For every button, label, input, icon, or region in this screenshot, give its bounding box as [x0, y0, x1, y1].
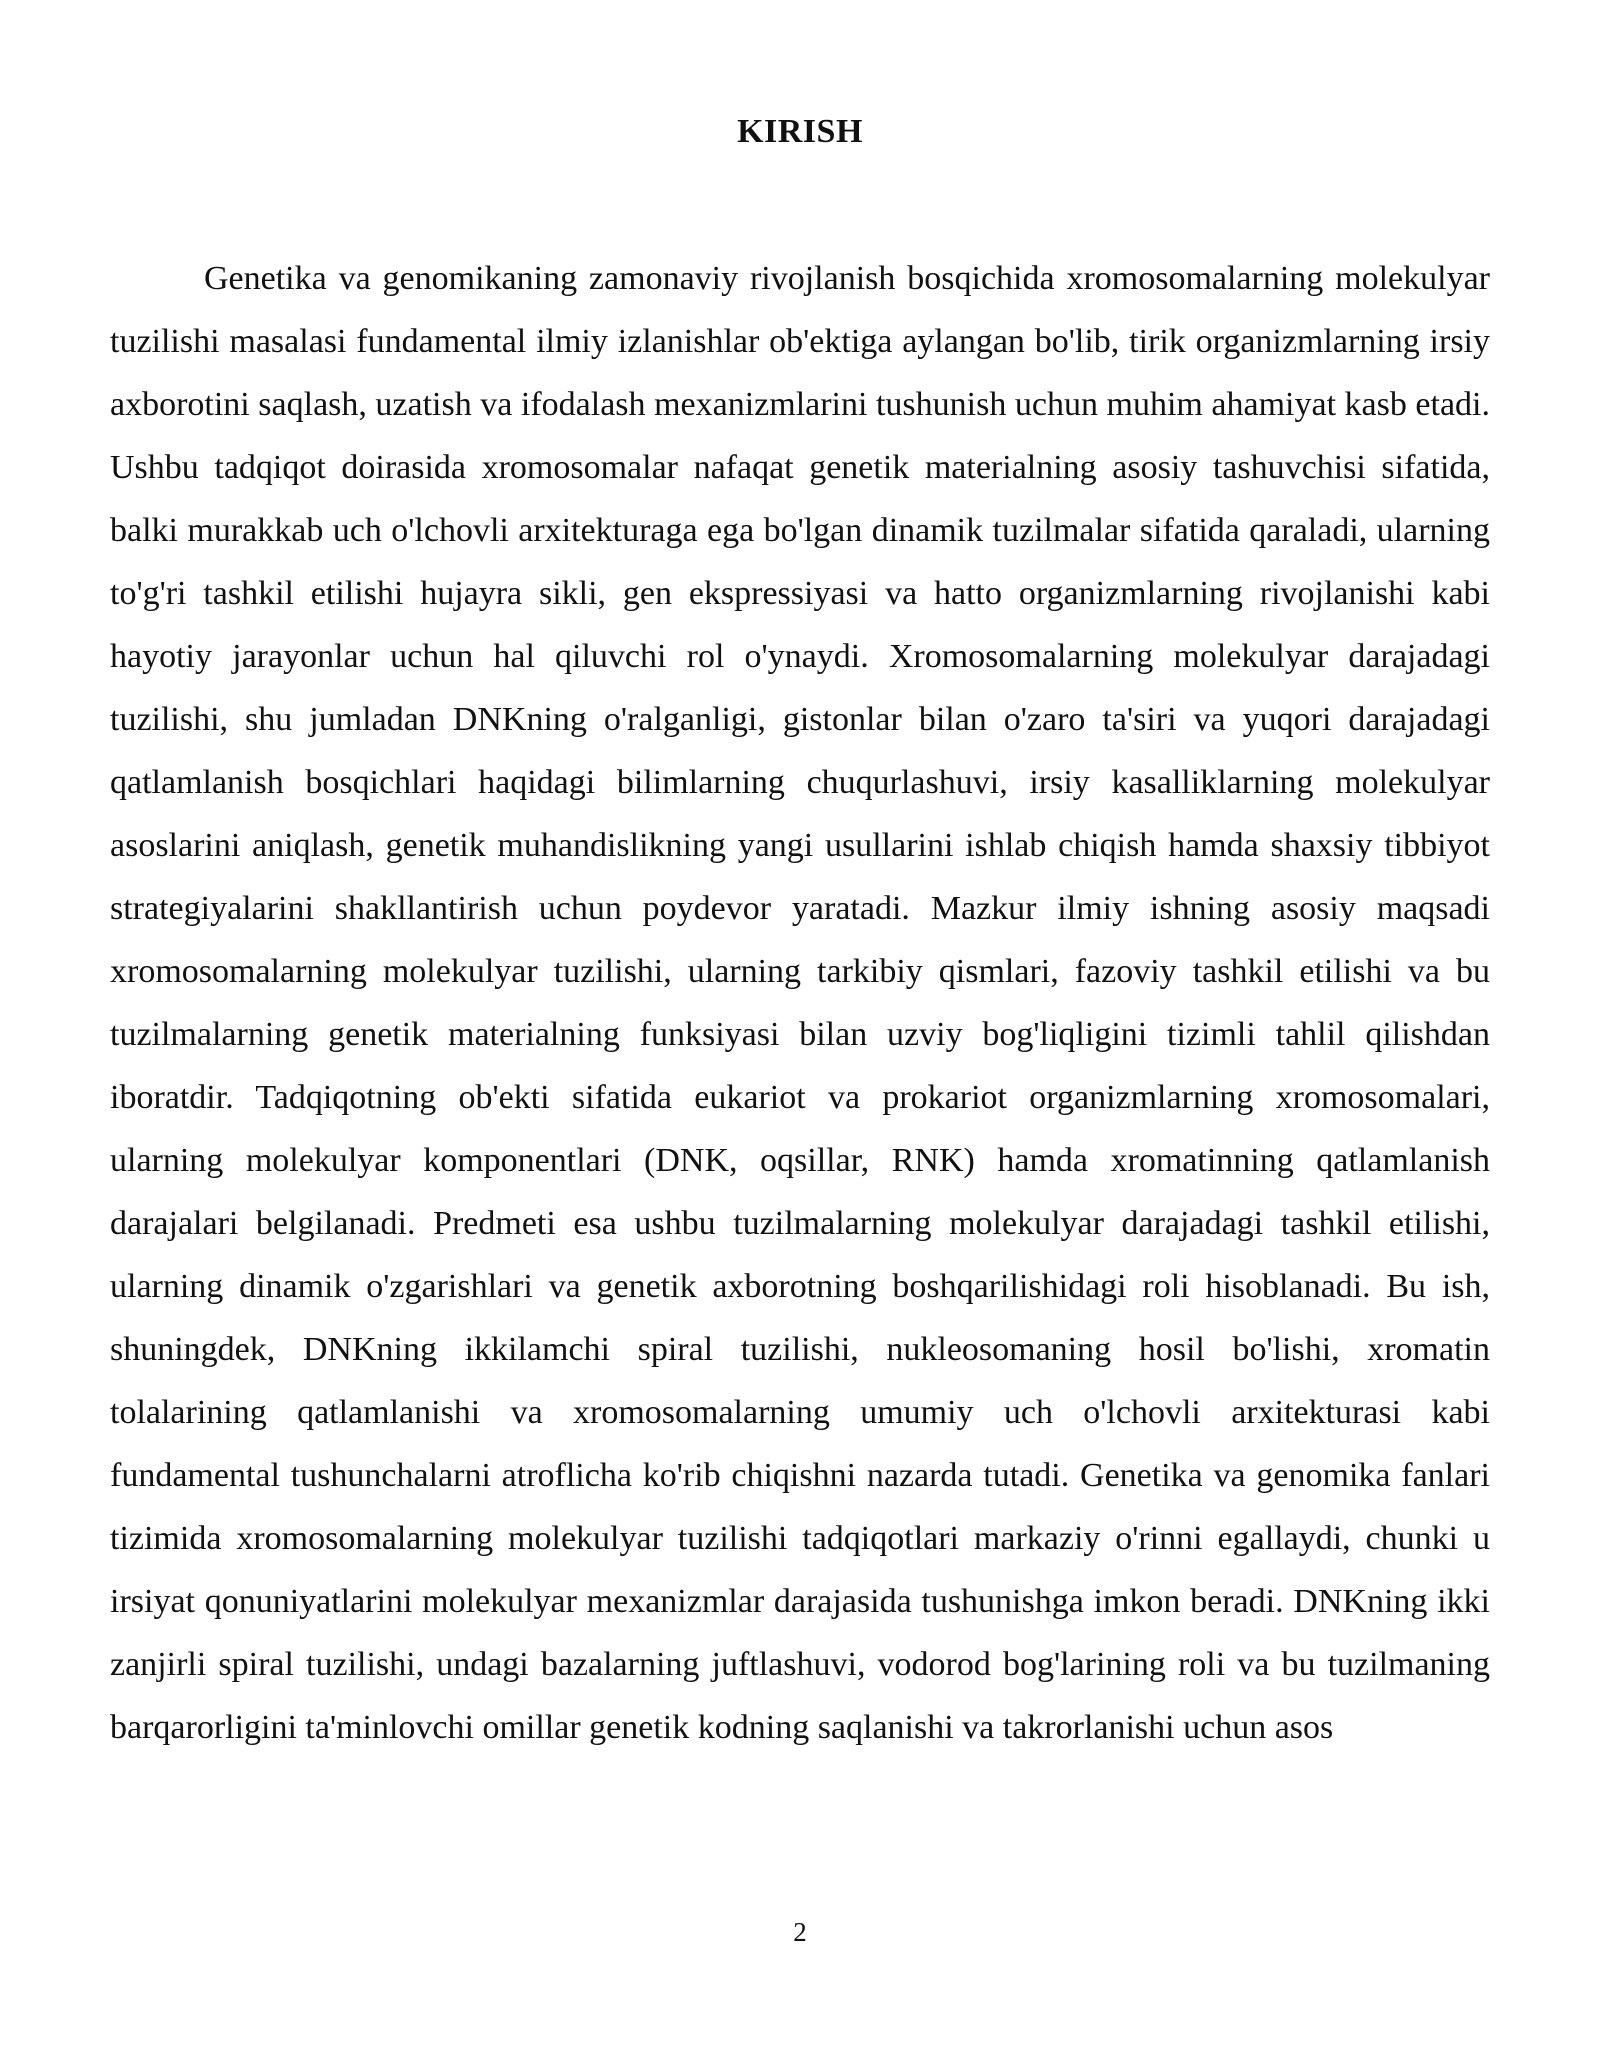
page-title: KIRISH — [737, 113, 863, 150]
body-paragraph: Genetika va genomikaning zamonaviy rivojlanish bosqichida xromosomalarning molekulyar tuzilishi masalasi fundamental ilmiy izlanishlar ob'ektiga aylangan bo'lib, tirik organizmlarning irsiy axborotini saqlash, uzatish va ifodalash mexanizmlarini tushunish uchun muhim ahamiyat kasb etadi. Ushbu tadqiqot doirasida xromosomalar nafaqat genetik materialning asosiy tashuvchisi sifatida, balki murakkab uch o'lchovli arxitekturaga ega bo'lgan dinamik tuzilmalar sifatida qaraladi, ularning to'g'ri tashkil etilishi hujayra sikli, gen ekspressiyasi va hatto organizmlarning rivojlanishi kabi hayotiy jarayonlar uchun hal qiluvchi rol o'ynaydi. Xromosomalarning molekulyar darajadagi tuzilishi, shu jumladan DNKning o'ralganligi, gistonlar bilan o'zaro ta'siri va yuqori darajadagi qatlamlanish bosqichlari haqidagi bilimlarning chuqurlashuvi, irsiy kasalliklarning molekulyar asoslarini aniqlash, genetik muhandislikning yangi usullarini ishlab chiqish hamda shaxsiy tibbiyot strategiyalarini shakllantirish uchun poydevor yaratadi. Mazkur ilmiy ishning asosiy maqsadi xromosomalarning molekulyar tuzilishi, ularning tarkibiy qismlari, fazoviy tashkil etilishi va bu tuzilmalarning genetik materialning funksiyasi bilan uzviy bog'liqligini tizimli tahlil qilishdan iboratdir. Tadqiqotning ob'ekti sifatida eukariot va prokariot organizmlarning xromosomalari, ularning molekulyar komponentlari (DNK, oqsillar, RNK) hamda xromatinning qatlamlanish darajalari belgilanadi. Predmeti esa ushbu tuzilmalarning molekulyar darajadagi tashkil etilishi, ularning dinamik o'zgarishlari va genetik axborotning boshqarilishidagi roli hisoblanadi. Bu ish, shuningdek, DNKning ikkilamchi spiral tuzilishi, nukleosomaning hosil bo'lishi, xromatin tolalarining qatlamlanishi va xromosomalarning umumiy uch o'lchovli arxitekturasi kabi fundamental tushunchalarni atroflicha ko'rib chiqishni nazarda tutadi. Genetika va genomika fanlari tizimida xromosomalarning molekulyar tuzilishi tadqiqotlari markaziy o'rinni egallaydi, chunki u irsiyat qonuniyatlarini molekulyar mexanizmlar darajasida tushunishga imkon beradi. DNKning ikki zanjirli spiral tuzilishi, undagi bazalarning juftlashuvi, vodorod bog'larining roli va bu tuzilmaning barqarorligini ta'minlovchi omillar genetik kodning saqlanishi va takrorlanishi uchun asos — [110, 260, 1490, 1746]
page-number: 2 — [793, 1917, 807, 1947]
